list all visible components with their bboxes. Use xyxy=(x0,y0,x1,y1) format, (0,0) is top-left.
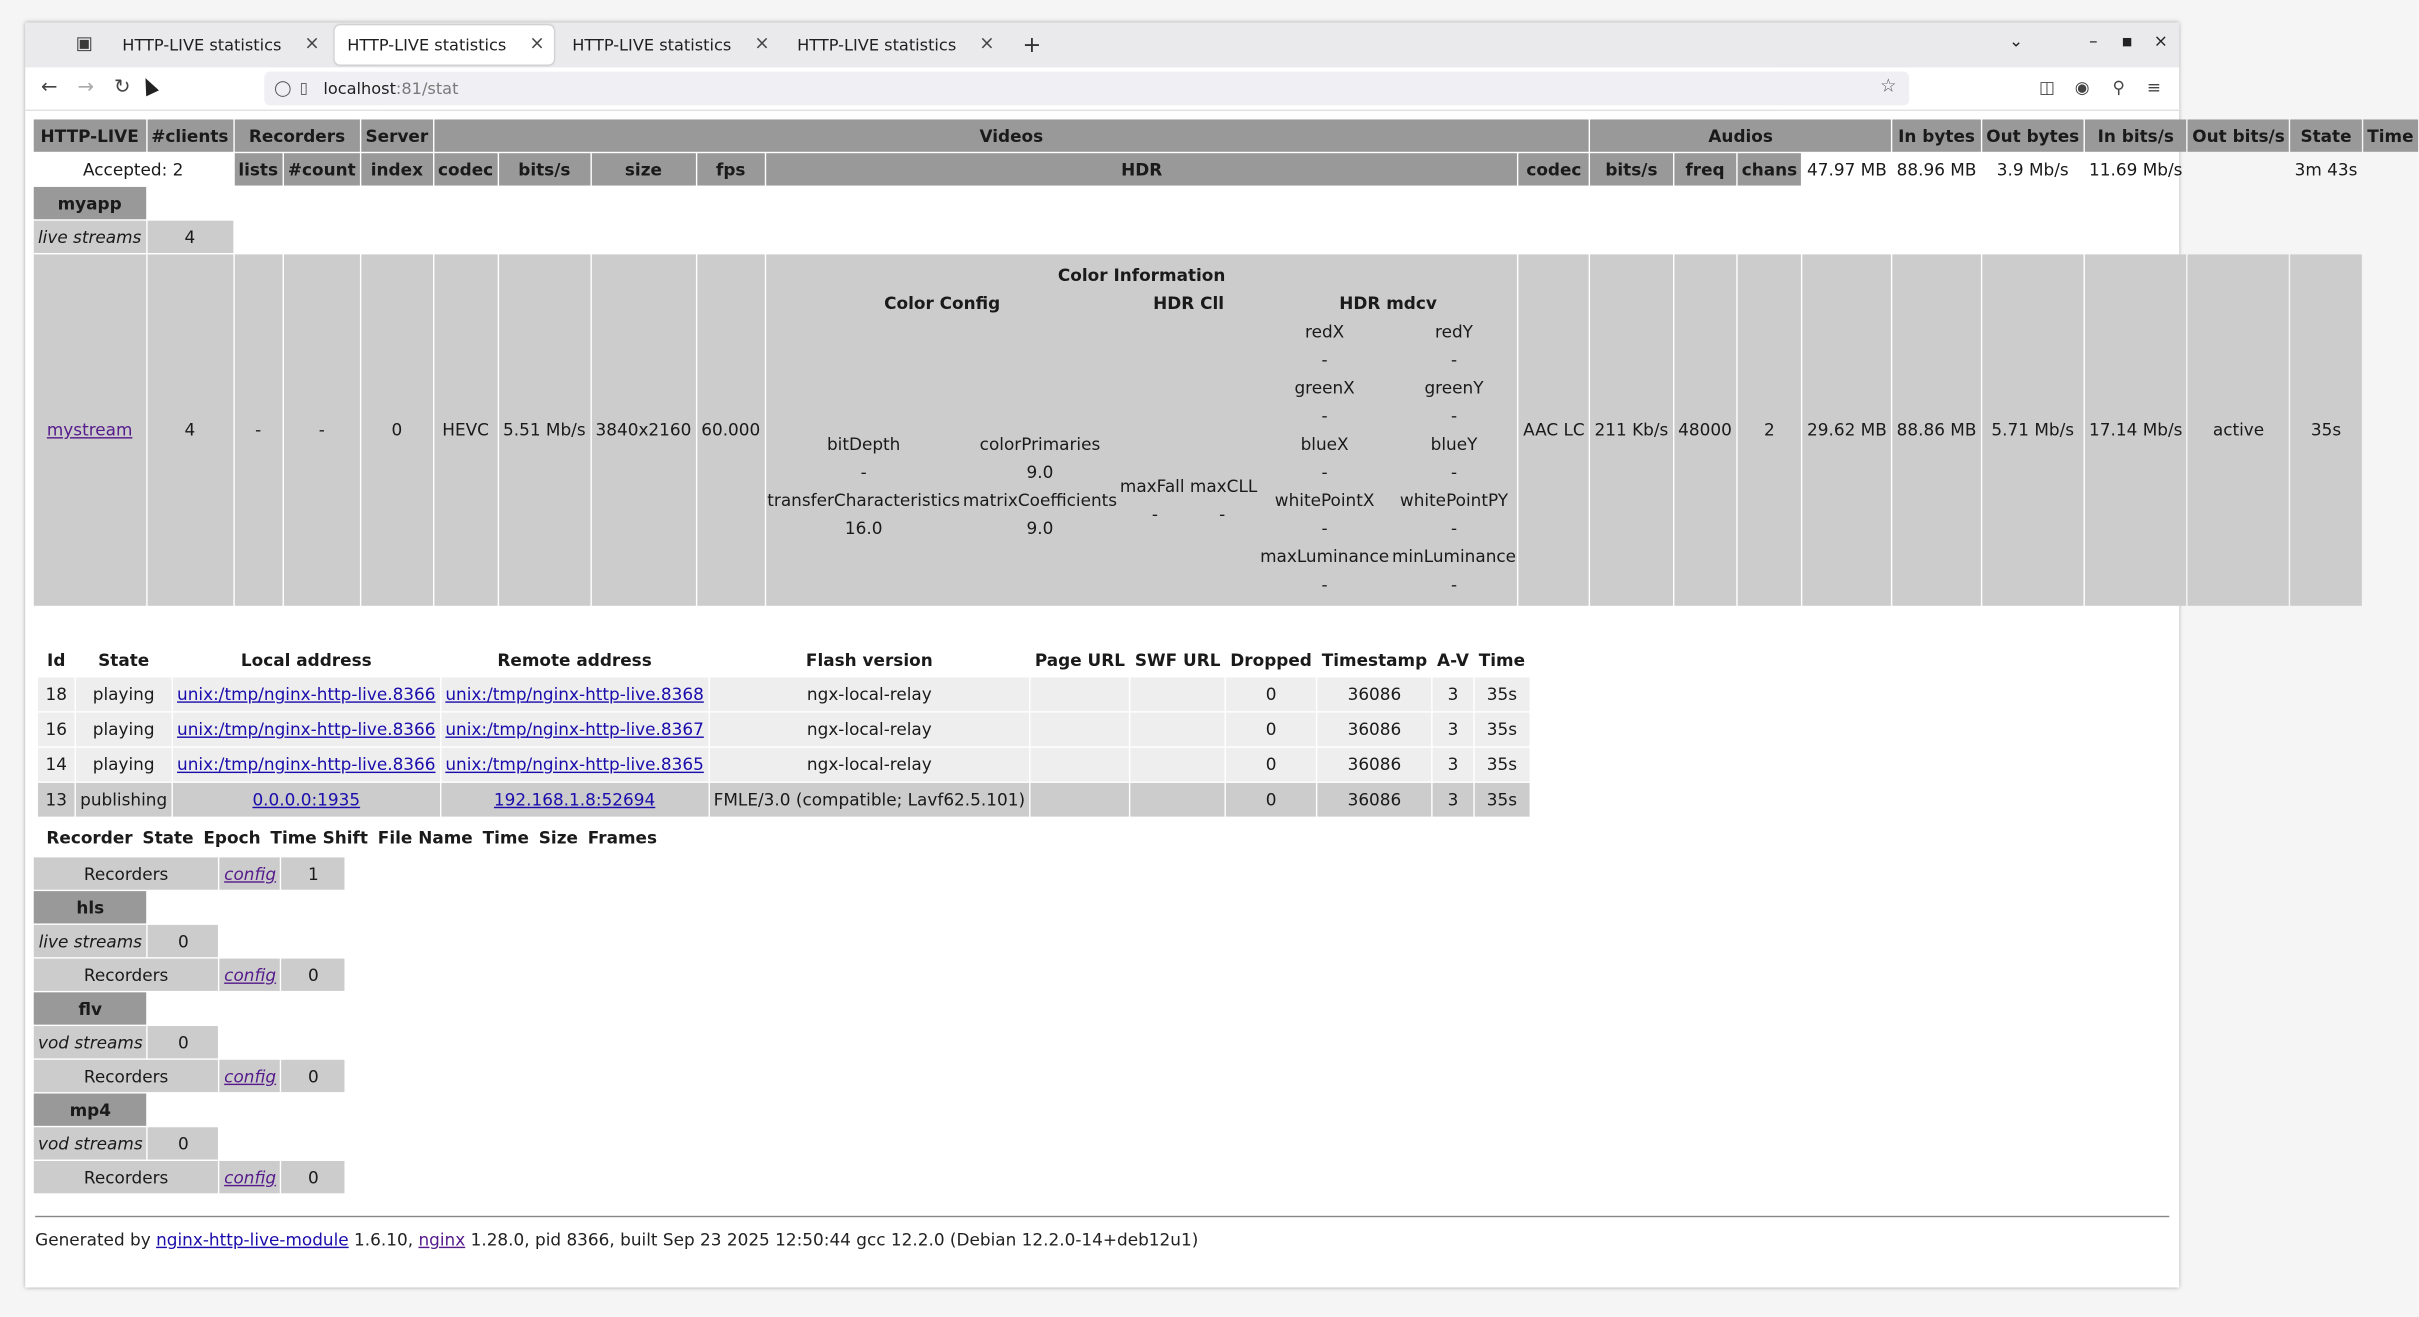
config-link[interactable]: config xyxy=(224,1167,277,1187)
app-streams-row xyxy=(34,1026,345,1058)
col-client-time: Time xyxy=(1478,650,1526,670)
config-cell xyxy=(220,857,280,889)
tab-title: HTTP-LIVE statistics xyxy=(572,35,732,55)
maximize-icon[interactable]: ▪ xyxy=(2121,30,2133,51)
stream-abits: 211 Kb/s xyxy=(1590,254,1672,605)
colorprimaries-label: colorPrimaries xyxy=(979,434,1101,454)
close-icon[interactable]: × xyxy=(304,33,320,55)
tab-title: HTTP-LIVE statistics xyxy=(122,35,282,55)
client-remote xyxy=(441,748,708,782)
client-local xyxy=(173,783,440,817)
colorprimaries-value: 9.0 xyxy=(1026,462,1054,483)
client-av: 3 xyxy=(1433,713,1473,747)
greenx-label: greenX xyxy=(1294,378,1355,398)
col-state: State xyxy=(2290,119,2361,151)
config-link[interactable]: config xyxy=(224,964,277,985)
client-swf-url xyxy=(1131,748,1225,782)
client-swf-url xyxy=(1131,783,1225,817)
total-in-bytes: 47.97 MB xyxy=(1807,159,1887,180)
table-row xyxy=(38,713,1529,747)
recorders-count: 0 xyxy=(282,1161,345,1193)
stream-freq: 48000 xyxy=(1674,254,1736,605)
config-cell xyxy=(220,959,280,991)
tab-4[interactable] xyxy=(784,25,1003,64)
total-out-bytes: 88.96 MB xyxy=(1896,159,1977,180)
stream-index: 0 xyxy=(361,254,432,605)
recorders-row xyxy=(34,1060,345,1092)
maxluminance-value: - xyxy=(1321,574,1328,595)
client-timestamp: 36086 xyxy=(1317,783,1431,817)
client-local xyxy=(173,677,440,711)
client-id: 14 xyxy=(38,748,75,782)
client-av: 3 xyxy=(1433,748,1473,782)
streams-count: 0 xyxy=(148,1127,218,1159)
matrix-value: 9.0 xyxy=(1026,518,1054,539)
reload-icon[interactable]: ↻ xyxy=(114,75,131,99)
col-clients: #clients xyxy=(147,119,233,151)
col-swf-url: SWF URL xyxy=(1134,650,1221,670)
stream-clients: 4 xyxy=(147,254,233,605)
col-acodec: codec xyxy=(1519,153,1589,185)
app-streams-row xyxy=(34,925,345,957)
client-dropped: 0 xyxy=(1226,677,1316,711)
extensions-icon[interactable]: ⚲ xyxy=(2112,77,2125,97)
client-time: 35s xyxy=(1475,783,1530,817)
redx-value: - xyxy=(1321,349,1328,370)
stream-state: active xyxy=(2188,254,2289,605)
maxcll-label: maxCLL xyxy=(1189,476,1258,497)
remote-address-link[interactable]: unix:/tmp/nginx-http-live.8367 xyxy=(445,719,704,740)
client-state: playing xyxy=(76,713,171,747)
shield-icon[interactable]: ◯ xyxy=(274,78,292,97)
hdr-color-config-title: Color Config xyxy=(884,293,1001,314)
client-av: 3 xyxy=(1433,677,1473,711)
recorders-row xyxy=(34,959,345,991)
total-in-bits: 3.9 Mb/s xyxy=(1996,159,2069,180)
page-icon[interactable]: ▯ xyxy=(299,78,308,97)
hdr-config-right xyxy=(961,318,1118,599)
bookmark-star-icon[interactable]: ☆ xyxy=(1880,75,1897,97)
stream-vbits: 5.51 Mb/s xyxy=(499,254,590,605)
tab-overview-icon[interactable]: ▣ xyxy=(75,33,93,55)
tab-2-active[interactable] xyxy=(335,25,554,64)
col-freq: freq xyxy=(1674,153,1736,185)
col-hdr: HDR xyxy=(766,153,1518,185)
module-link[interactable]: nginx-http-live-module xyxy=(156,1229,349,1250)
bluex-value: - xyxy=(1321,462,1328,483)
whitepointy-value: - xyxy=(1450,518,1458,539)
remote-address-link[interactable]: 192.168.1.8:52694 xyxy=(493,789,656,810)
col-lists: lists xyxy=(234,153,282,185)
client-state: playing xyxy=(76,748,171,782)
streams-label: live streams xyxy=(34,925,147,957)
total-time: 3m 43s xyxy=(2294,159,2358,180)
clients-header-row xyxy=(38,644,1529,676)
pocket-icon[interactable]: ◫ xyxy=(2038,77,2055,97)
total-out-bits: 11.69 Mb/s xyxy=(2089,159,2183,180)
client-local xyxy=(173,748,440,782)
footer-version: 1.6.10, xyxy=(348,1229,419,1250)
page-content xyxy=(25,111,2414,1287)
recorders-header-table xyxy=(41,822,663,853)
streams-label: vod streams xyxy=(34,1026,147,1058)
col-rec-filename: File Name xyxy=(377,827,473,848)
config-link[interactable]: config xyxy=(224,863,277,884)
recorders-header-row xyxy=(42,824,661,852)
stream-name-cell xyxy=(34,254,146,605)
minimize-icon[interactable]: – xyxy=(2089,30,2098,51)
client-time: 35s xyxy=(1475,748,1530,782)
client-remote xyxy=(441,783,708,817)
recorders-row xyxy=(34,1161,345,1193)
stream-in-bytes: 29.62 MB xyxy=(1803,254,1891,605)
tab-strip xyxy=(25,22,2179,67)
transfer-label: transferCharacteristics xyxy=(767,490,961,511)
stream-count: - xyxy=(284,254,360,605)
footer-prefix: Generated by xyxy=(35,1229,157,1250)
config-cell xyxy=(220,1161,280,1193)
stream-size: 3840x2160 xyxy=(591,254,695,605)
stream-time: 35s xyxy=(2290,254,2361,605)
stream-in-bits: 5.71 Mb/s xyxy=(1982,254,2083,605)
hdr-color-info-title: Color Information xyxy=(1057,265,1226,286)
stream-chans: 2 xyxy=(1737,254,1801,605)
recorders-row xyxy=(34,857,345,889)
account-icon[interactable]: ◉ xyxy=(2074,77,2090,97)
recorders-count: 0 xyxy=(282,959,345,991)
col-local-address: Local address xyxy=(240,650,372,670)
col-recorders: Recorders xyxy=(234,119,360,151)
hdr-mdcv-title: HDR mdcv xyxy=(1339,293,1437,314)
hdr-mdcv-right xyxy=(1391,318,1518,599)
client-dropped: 0 xyxy=(1226,713,1316,747)
app-name: flv xyxy=(34,992,147,1024)
client-page-url xyxy=(1031,748,1130,782)
maxcll-value: - xyxy=(1219,504,1226,525)
whitepointx-label: whitePointX xyxy=(1274,490,1375,511)
col-vbits: bits/s xyxy=(499,153,590,185)
client-page-url xyxy=(1031,713,1130,747)
client-id: 16 xyxy=(38,713,75,747)
transfer-value: 16.0 xyxy=(844,518,883,539)
live-streams-count: 4 xyxy=(147,221,233,253)
matrix-label: matrixCoefficients xyxy=(962,490,1118,511)
col-fps: fps xyxy=(697,153,764,185)
table-row xyxy=(38,677,1529,711)
menu-icon[interactable]: ≡ xyxy=(2146,77,2161,97)
local-address-link[interactable]: unix:/tmp/nginx-http-live.8366 xyxy=(177,754,436,775)
col-chans: chans xyxy=(1737,153,1801,185)
redy-value: - xyxy=(1450,349,1458,370)
stats-table xyxy=(32,118,2419,607)
client-state: publishing xyxy=(76,783,171,817)
hdr-cll-title: HDR Cll xyxy=(1153,293,1225,314)
col-index: index xyxy=(361,153,432,185)
col-in-bits: In bits/s xyxy=(2085,119,2187,151)
bitdepth-label: bitDepth xyxy=(826,434,901,454)
client-id: 13 xyxy=(38,783,75,817)
app-streams-row xyxy=(34,1127,345,1159)
address-bar[interactable] xyxy=(264,72,1909,106)
greeny-label: greenY xyxy=(1424,378,1484,398)
whitepointy-label: whitePointPY xyxy=(1399,490,1509,511)
col-rec-epoch: Epoch xyxy=(203,827,261,848)
client-time: 35s xyxy=(1475,713,1530,747)
tab-1[interactable] xyxy=(110,25,329,64)
col-dropped: Dropped xyxy=(1230,650,1312,670)
col-time: Time xyxy=(2363,119,2418,151)
client-remote xyxy=(441,713,708,747)
col-rec-time: Time xyxy=(482,827,529,848)
col-client-state: State xyxy=(98,650,150,670)
table-row xyxy=(38,748,1529,782)
config-link[interactable]: config xyxy=(224,1066,277,1086)
col-out-bits: Out bits/s xyxy=(2188,119,2289,151)
client-flash: ngx-local-relay xyxy=(709,713,1029,747)
close-icon[interactable]: × xyxy=(754,33,770,55)
bitdepth-value: - xyxy=(860,462,867,483)
hdr-config-left xyxy=(766,318,962,599)
col-av: A-V xyxy=(1437,650,1469,670)
live-streams-label: live streams xyxy=(34,221,146,253)
table-row xyxy=(38,783,1529,817)
client-dropped: 0 xyxy=(1226,748,1316,782)
col-rec-state: State xyxy=(142,827,194,848)
recorders-label: Recorders xyxy=(34,1161,219,1193)
client-swf-url xyxy=(1131,677,1225,711)
whitepointx-value: - xyxy=(1321,518,1328,539)
maxfall-label: maxFall xyxy=(1119,476,1185,497)
stream-acodec: AAC LC xyxy=(1519,254,1589,605)
nginx-link[interactable]: nginx xyxy=(418,1229,466,1250)
back-icon[interactable]: ← xyxy=(40,75,58,99)
col-http-live: HTTP-LIVE xyxy=(34,119,146,151)
recorders-count: 0 xyxy=(282,1060,345,1092)
stream-link[interactable]: mystream xyxy=(46,420,133,440)
client-dropped: 0 xyxy=(1226,783,1316,817)
stream-out-bytes: 88.86 MB xyxy=(1892,254,1980,605)
client-page-url xyxy=(1031,783,1130,817)
app-name: mp4 xyxy=(34,1094,147,1126)
client-flash: ngx-local-relay xyxy=(709,748,1029,782)
client-remote xyxy=(441,677,708,711)
config-cell xyxy=(220,1060,280,1092)
client-page-url xyxy=(1031,677,1130,711)
local-address-link[interactable]: unix:/tmp/nginx-http-live.8366 xyxy=(177,719,436,740)
tab-3[interactable] xyxy=(560,25,779,64)
app-name: myapp xyxy=(34,187,146,219)
col-count: #count xyxy=(284,153,360,185)
app-row xyxy=(34,992,345,1024)
client-local xyxy=(173,713,440,747)
new-tab-icon[interactable]: + xyxy=(1022,30,1042,58)
stream-out-bits: 17.14 Mb/s xyxy=(2085,254,2187,605)
close-icon[interactable]: × xyxy=(529,33,545,55)
list-all-tabs-icon[interactable]: ⌄ xyxy=(2008,30,2024,51)
redx-label: redX xyxy=(1304,321,1345,342)
app-row xyxy=(34,187,2418,219)
client-av: 3 xyxy=(1433,783,1473,817)
col-remote-address: Remote address xyxy=(497,650,652,670)
divider xyxy=(35,1216,2169,1217)
hdr-table xyxy=(766,261,1518,598)
streams-label: vod streams xyxy=(34,1127,147,1159)
client-swf-url xyxy=(1131,713,1225,747)
client-timestamp: 36086 xyxy=(1317,677,1431,711)
greeny-value: - xyxy=(1450,406,1458,426)
client-timestamp: 36086 xyxy=(1317,713,1431,747)
clients-table xyxy=(37,642,1531,818)
tab-title: HTTP-LIVE statistics xyxy=(347,35,507,55)
col-abits: bits/s xyxy=(1590,153,1672,185)
col-size: size xyxy=(591,153,695,185)
col-recorder: Recorder xyxy=(46,827,133,848)
client-id: 18 xyxy=(38,677,75,711)
col-in-bytes: In bytes xyxy=(1892,119,1980,151)
col-vcodec: codec xyxy=(434,153,498,185)
recorders-label: Recorders xyxy=(34,857,219,889)
applications-table xyxy=(32,856,346,1195)
footer xyxy=(35,1230,1198,1250)
header-row xyxy=(34,119,2418,151)
bluey-label: blueY xyxy=(1430,434,1478,454)
forward-icon[interactable]: → xyxy=(77,75,94,99)
local-address-link[interactable]: unix:/tmp/nginx-http-live.8366 xyxy=(177,684,436,705)
maxfall-value: - xyxy=(1151,504,1159,525)
stream-fps: 60.000 xyxy=(697,254,764,605)
close-icon[interactable]: × xyxy=(979,33,995,55)
total-state xyxy=(2188,153,2289,185)
client-flash: ngx-local-relay xyxy=(709,677,1029,711)
browser-window xyxy=(25,22,2414,1287)
app-row xyxy=(34,891,345,923)
recorders-label: Recorders xyxy=(34,1060,219,1092)
hdr-cll-cell xyxy=(1119,318,1259,599)
url-text[interactable]: localhost:81/stat xyxy=(323,78,459,99)
col-rec-frames: Frames xyxy=(587,827,658,848)
tab-title: HTTP-LIVE statistics xyxy=(797,35,957,55)
hdr-mdcv-left xyxy=(1259,318,1391,599)
stream-vcodec: HEVC xyxy=(434,254,498,605)
remote-address-link[interactable]: unix:/tmp/nginx-http-live.8368 xyxy=(445,684,704,705)
client-flash: FMLE/3.0 (compatible; Lavf62.5.101) xyxy=(709,783,1029,817)
streams-count: 0 xyxy=(148,1026,218,1058)
local-address-link[interactable]: 0.0.0.0:1935 xyxy=(252,789,361,810)
accepted-count: Accepted: 2 xyxy=(83,159,184,180)
remote-address-link[interactable]: unix:/tmp/nginx-http-live.8365 xyxy=(445,754,704,775)
minluminance-label: minLuminance xyxy=(1391,546,1517,567)
client-state: playing xyxy=(76,677,171,711)
col-server: Server xyxy=(361,119,432,151)
col-timestamp: Timestamp xyxy=(1321,650,1428,670)
col-rec-timeshift: Time Shift xyxy=(270,827,368,848)
col-out-bytes: Out bytes xyxy=(1982,119,2083,151)
app-row xyxy=(34,1094,345,1126)
streams-count: 0 xyxy=(148,925,218,957)
col-id: Id xyxy=(47,650,66,670)
nav-bar xyxy=(25,67,2179,111)
col-flash-version: Flash version xyxy=(805,650,933,670)
col-page-url: Page URL xyxy=(1034,650,1126,670)
bluey-value: - xyxy=(1450,462,1458,483)
col-videos: Videos xyxy=(434,119,1589,151)
stream-row[interactable] xyxy=(34,254,2418,605)
col-audios: Audios xyxy=(1590,119,1891,151)
stream-hdr-cell xyxy=(766,254,1518,605)
redy-label: redY xyxy=(1435,321,1473,342)
client-time: 35s xyxy=(1475,677,1530,711)
col-rec-size: Size xyxy=(538,827,578,848)
app-streams-row xyxy=(34,221,2418,253)
bluex-label: blueX xyxy=(1300,434,1349,454)
accepted-row xyxy=(34,153,2418,185)
recorders-count: 1 xyxy=(282,857,345,889)
recorders-label: Recorders xyxy=(34,959,219,991)
client-timestamp: 36086 xyxy=(1317,748,1431,782)
maxluminance-label: maxLuminance xyxy=(1260,546,1390,567)
minluminance-value: - xyxy=(1450,574,1458,595)
close-window-icon[interactable]: × xyxy=(2153,30,2168,51)
greenx-value: - xyxy=(1321,406,1328,426)
app-name: hls xyxy=(34,891,147,923)
footer-build-info: 1.28.0, pid 8366, built Sep 23 2025 12:50:44 gcc 12.2.0 (Debian 12.2.0-14+deb12u1) xyxy=(465,1229,1199,1250)
stream-lists: - xyxy=(234,254,282,605)
